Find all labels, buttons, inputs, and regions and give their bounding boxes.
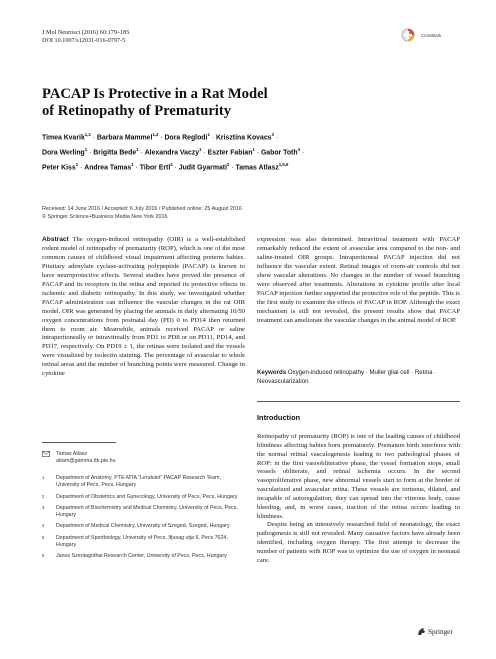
author-name[interactable]: Gabor Toth [260,149,298,157]
author-separator: · [209,134,216,142]
author-name[interactable]: Dora Reglodi [164,134,208,142]
affiliation-list [42,475,245,564]
envelope-icon [42,451,50,457]
author-name[interactable]: Barbara Mammel [96,134,153,142]
affiliation-number: 2 [42,493,45,499]
affiliation-item [42,553,245,560]
author-separator: · [133,164,140,172]
author-name[interactable]: Krisztina Kovacs [215,134,272,142]
affiliation-number: 3 [42,504,45,510]
springer-horse-icon [417,627,426,636]
keywords-label: Keywords [257,369,287,376]
author-separator: · [158,134,165,142]
author-separator: · [254,149,261,157]
author-separator: · [172,164,179,172]
author-affiliation-marker: 2 [227,162,230,168]
author-name[interactable]: Tibor Ertl [139,164,171,172]
author-affiliation-marker: 2 [170,162,173,168]
publisher-logo [417,627,453,636]
intro-paragraph-2: Despite being an intensively researched field of neonatology, the exact pathogenesis is still not revealed. Many causative factors have already been identified, including oxygen therapy. The first attempt to decrease the number of patients with ROP was to optimize the use of oxygen in neonatal care. [257,521,460,564]
author-affiliation-marker: 4 [297,147,300,153]
author-name[interactable]: Timea Kvarik [42,134,85,142]
author-separator: · [87,149,94,157]
keywords [257,369,460,386]
author-affiliation-marker: 1,5,6 [278,162,289,168]
author-name[interactable]: Dora Werling [42,149,85,157]
affiliation-item [42,505,245,519]
author-affiliation-marker: 1,2 [152,132,159,137]
crossmark-icon [401,28,419,42]
affiliation-item [42,535,245,549]
author-separator: · [273,134,279,142]
journal-citation: J Mol Neurosci (2016) 60:179–185 [42,29,130,36]
author-separator: · [229,164,236,172]
author-affiliation-marker: 1 [252,147,255,153]
author-name[interactable]: Tamas Atlasz [235,164,279,172]
affiliation-number: 5 [42,534,45,540]
affiliation-number: 1 [42,475,45,480]
affiliation-text: Janos Szentagothai Research Center, University of Pecs, Pecs, Hungary [56,553,227,560]
author-affiliation-marker: 1 [136,147,139,153]
received-accepted-line: Received: 14 June 2016 / Accepted: 6 July 2016 / Published online: 25 August 2016 [42,206,242,212]
title-line-1: PACAP Is Protective in a Rat Model [42,86,268,102]
author-name[interactable]: Alexandra Vaczy [144,149,200,157]
author-affiliation-marker: 1 [199,147,202,153]
author-affiliation-marker: 1 [84,147,88,153]
abstract-label: Abstract [42,236,69,243]
affiliation-text: Department of Biochemistry and Medical Chemistry, University of Pecs, Pecs, Hungary [56,504,238,518]
affiliation-text: Department of Obstetrics and Gynecology, University of Pecs, Pecs, Hungary [56,493,238,500]
corresponding-author: Tamas Atlasz [56,451,88,457]
footnote-divider [42,442,116,443]
author-name[interactable]: Andrea Tamas [84,164,132,172]
affiliation-item [42,475,245,489]
publication-dates [42,206,242,221]
author-separator: · [201,149,208,157]
author-name[interactable]: Brigitta Bede [93,149,137,157]
author-separator: · [78,164,85,172]
affiliation-item [42,523,245,530]
author-affiliation-marker: 1 [207,132,210,137]
journal-header [42,29,129,46]
publisher-name: Springer [428,627,453,636]
author-separator: · [138,149,145,157]
author-affiliation-marker: 1,2 [84,132,91,137]
affiliation-number: 6 [42,553,45,559]
affiliation-text: Department of Medical Chemistry, University of Szeged, Szeged, Hungary [56,523,230,530]
correspondence [42,451,245,466]
abstract-right [257,236,460,326]
affiliation-text: Department of Anatomy, PTE-MTA “Lendulet” PACAP Research Team, University of Pecs, Pecs, Hungary [56,475,221,489]
section-heading-introduction: Introduction [257,413,301,422]
keywords-text: Oxygen-induced retinopathy · Muller glial cell · Retina · Neovascularization [257,369,437,385]
affiliation-number: 4 [42,523,45,529]
abstract-text-part2: expression was also determined. Intravitreal treatment with PACAP remarkably reduced the extent of avascular area compared to the non- and saline-treated OIR groups. Intraperitoneal PACAP injection did not influence the vascular extent. Retinal images of room-air controls did not show vascular alterations. No changes in the number of vessel branching were observed after treatments. Alterations in cytokine profile after local PACAP injection further supported the protective role of the peptide. This is the first study to examine the effects of PACAP in ROP. Although the exact mechanism is still not revealed, the present results show that PACAP treatment can ameliorate the vascular changes in the animal model of ROP. [257,236,460,324]
author-name[interactable]: Judit Gyarmati [178,164,227,172]
author-affiliation-marker: 1 [75,162,79,168]
doi-line[interactable]: DOI 10.1007/s12031-016-0797-5 [42,37,126,45]
copyright-line: © Springer Science+Business Media New York 2016 [42,213,168,220]
intro-paragraph-1: Retinopathy of prematurity (ROP) is one of the leading causes of childhood blindness affecting babies born prematurely. Premature birth interferes with the normal retinal vasculogenesis leading to two pathological phases of ROP: in the first vasoobliterative phase, the vessel formation stops, small vessels obliterate, and retinal ischemia occurs. In the second vasoproliferative phase, new abnormal vessels start to form at the border of vascularized and avascular retina. These vessels are tortuous, dilated, and incapable of autoregulation; they can spread into the vitreous body, cause bleeding, and, in worst cases, traction of the retina occurs leading to blindness. [257,433,460,520]
affiliation-text: Department of Sportbiology, University of Pecs, Ifjusag utja 6, Pecs 7624, Hungary [56,534,228,548]
title-line-2: of Retinopathy of Prematurity [42,103,232,119]
author-affiliation-marker: 1 [131,162,134,168]
introduction-body [257,433,460,566]
author-separator: · [299,149,305,157]
author-separator: · [90,134,97,142]
author-list [42,129,462,174]
article-title [42,86,462,120]
abstract-text-part1: The oxygen-induced retinopathy (OIR) is a well-established rodent model of retinopathy of prematurity (ROP), which is one of the most common causes of childhood visual impairment affecting preterm babies. Pituitary adenylate cyclase-activating polypeptide (PACAP) is known to have neuroprotective effects. Several studies have proved the presence of PACAP and its receptors in the retina and reported its protective effects in ischemic and diabetic retinopathy. In this study, we investigated whether PACAP administration can influence the vascular changes in the rat OIR model. OIR was generated by placing the animals in daily alternating 10/50 oxygen concentrations from postnatal day (PD) 0 to PD14 then returned them to room air. Meanwhile, animals received PACAP or saline intraperitoneally or intravitreally from PD1 to PD8 or on PD11, PD14, and PD17, respectively. On PD19 ± 1, the retinas were isolated and the vessels were visualized by isolectin staining. The percentage of avascular to whole retinal areas and the number of branching points were measured. Change in cytokine [42,236,245,378]
abstract-left [42,236,245,379]
section-divider [257,401,460,402]
author-name[interactable]: Eszter Fabian [207,149,253,157]
crossmark-badge[interactable] [401,28,441,42]
affiliation-item [42,494,245,501]
author-affiliation-marker: 3 [271,132,274,137]
corresponding-email[interactable]: attam@gamma.ttk.pte.hu [56,458,116,465]
author-name[interactable]: Peter Kiss [42,164,76,172]
crossmark-label: CrossMark [421,32,442,38]
